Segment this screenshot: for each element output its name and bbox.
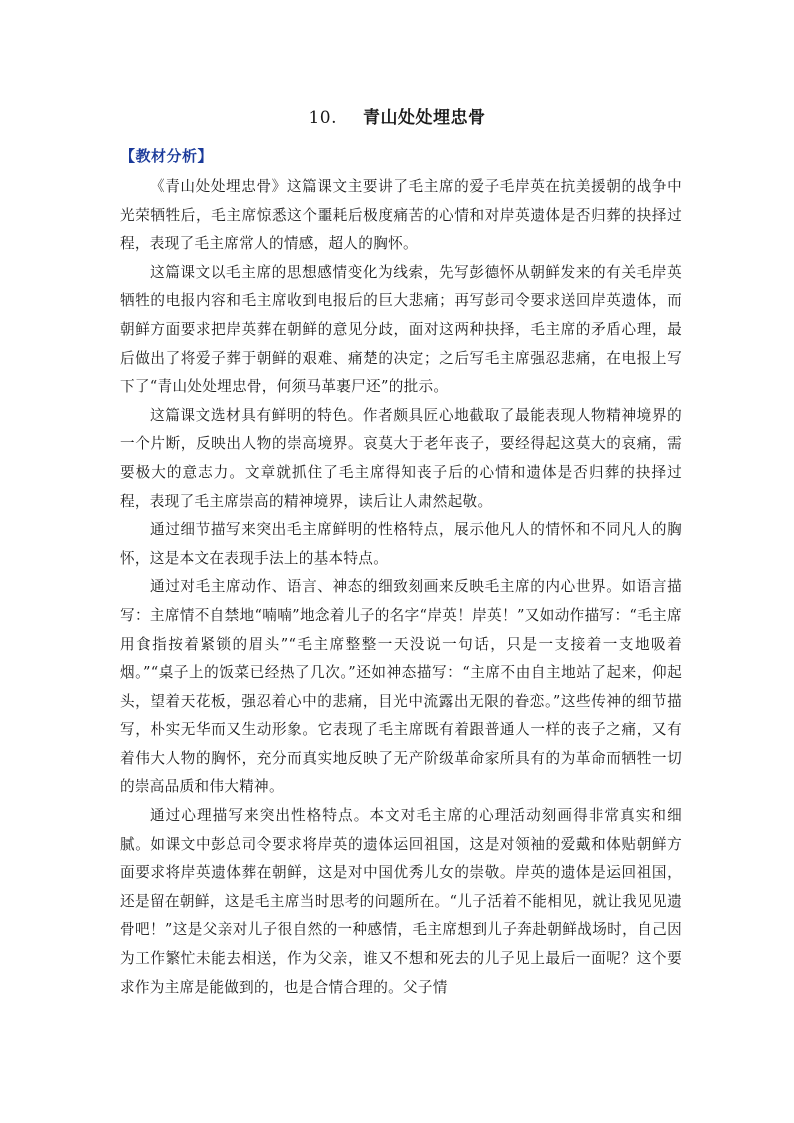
lesson-number: 10. <box>308 108 338 128</box>
section-heading-textbook-analysis: 【教材分析】 <box>120 147 214 165</box>
paragraph-3: 这篇课文选材具有鲜明的特色。作者颇具匠心地截取了最能表现人物精神境界的一个片断，反映出人物的崇高境界。哀莫大于老年丧子，要经得起这莫大的哀痛，需要极大的意志力。文章就抓住了毛主席得知丧子后的心情和遗体是否归葬的抉择过程，表现了毛主席崇高的精神境界，读后让人肃然起敬。 <box>120 406 682 510</box>
paragraph-4: 通过细节描写来突出毛主席鲜明的性格特点，展示他凡人的情怀和不同凡人的胸怀，这是本文在表现手法上的基本特点。 <box>120 521 682 567</box>
paragraph-2: 这篇课文以毛主席的思想感情变化为线索，先写彭德怀从朝鲜发来的有关毛岸英牺牲的电报内容和毛主席收到电报后的巨大悲痛；再写彭司令要求送回岸英遗体，而朝鲜方面要求把岸英葬在朝鲜的意见分歧，面对这两种抉择，毛主席的矛盾心理，最后做出了将爱子葬于朝鲜的艰难、痛楚的决定；之后写毛主席强忍悲痛，在电报上写下了“青山处处埋忠骨，何须马革裹尸还”的批示。 <box>120 263 682 396</box>
paragraph-5: 通过对毛主席动作、语言、神态的细致刻画来反映毛主席的内心世界。如语言描写：主席情不自禁地“喃喃”地念着儿子的名字“岸英！岸英！”又如动作描写：“毛主席用食指按着紧锁的眉头”“毛主席整整一天没说一句话，只是一支接着一支地吸着烟。”“桌子上的饭菜已经热了几次。”还如神态描写：“主席不由自主地站了起来，仰起头，望着天花板，强忍着心中的悲痛，目光中流露出无限的眷恋。”这些传神的细节描写，朴实无华而又生动形象。它表现了毛主席既有着跟普通人一样的丧子之痛，又有着伟大人物的胸怀，充分而真实地反映了无产阶级革命家所具有的为革命而牺牲一切的崇高品质和伟大精神。 <box>120 578 682 796</box>
paragraph-6: 通过心理描写来突出性格特点。本文对毛主席的心理活动刻画得非常真实和细腻。如课文中彭总司令要求将岸英的遗体运回祖国，这是对领袖的爱戴和体贴朝鲜方面要求将岸英遗体葬在朝鲜，这是对中国优秀儿女的崇敬。岸英的遗体是运回祖国，还是留在朝鲜，这是毛主席当时思考的问题所在。“儿子活着不能相见，就让我见见遗骨吧！”这是父亲对儿子很自然的一种感情，毛主席想到儿子奔赴朝鲜战场时，自己因为工作繁忙未能去相送，作为父亲，谁又不想和死去的儿子见上最后一面呢？这个要求作为主席是能做到的，也是合情合理的。父子情 <box>120 807 682 996</box>
paragraph-1: 《青山处处埋忠骨》这篇课文主要讲了毛主席的爱子毛岸英在抗美援朝的战争中光荣牺牲后，毛主席惊悉这个噩耗后极度痛苦的心情和对岸英遗体是否归葬的抉择过程，表现了毛主席常人的情感，超人的胸怀。 <box>120 178 682 253</box>
body-text <box>120 173 682 1002</box>
lesson-title <box>0 104 794 132</box>
lesson-title-text: 青山处处埋忠骨 <box>363 108 486 128</box>
